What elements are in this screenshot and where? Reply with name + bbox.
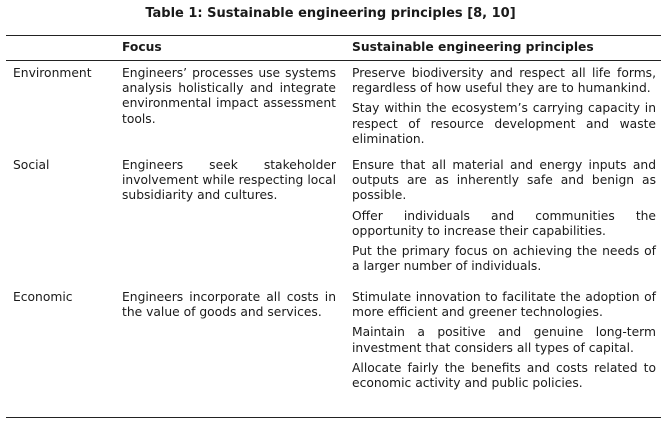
principle-item: Preserve biodiversity and respect all life forms, regardless of how useful they are to humankind. xyxy=(352,66,656,96)
bottom-rule xyxy=(6,417,661,418)
row-principles xyxy=(352,158,656,279)
principle-item: Put the primary focus on achieving the needs of a larger number of individuals. xyxy=(352,244,656,274)
row-principles xyxy=(352,66,656,152)
header-focus: Focus xyxy=(122,40,162,54)
row-category: Social xyxy=(13,158,50,172)
row-focus: Engineers incorporate all costs in the value of goods and services. xyxy=(122,290,336,320)
row-category: Environment xyxy=(13,66,92,80)
principle-item: Ensure that all material and energy inputs and outputs are as inherently safe and benign as possible. xyxy=(352,158,656,203)
principle-item: Stimulate innovation to facilitate the adoption of more efficient and greener technologies. xyxy=(352,290,656,320)
principle-item: Maintain a positive and genuine long-term investment that considers all types of capital. xyxy=(352,325,656,355)
row-category: Economic xyxy=(13,290,73,304)
row-principles xyxy=(352,290,656,396)
row-focus: Engineers seek stakeholder involvement while respecting local subsidiarity and cultures. xyxy=(122,158,336,203)
table-caption: Table 1: Sustainable engineering principles [8, 10] xyxy=(145,6,516,21)
principle-item: Offer individuals and communities the opportunity to increase their capabilities. xyxy=(352,208,656,238)
top-rule xyxy=(6,35,661,36)
principle-item: Stay within the ecosystem’s carrying capacity in respect of resource development and waste elimination. xyxy=(352,101,656,146)
header-principles: Sustainable engineering principles xyxy=(352,40,594,54)
header-rule xyxy=(6,60,661,61)
row-focus: Engineers’ processes use systems analysis holistically and integrate environmental impact assessment tools. xyxy=(122,66,336,126)
principle-item: Allocate fairly the benefits and costs related to economic activity and public policies. xyxy=(352,360,656,391)
